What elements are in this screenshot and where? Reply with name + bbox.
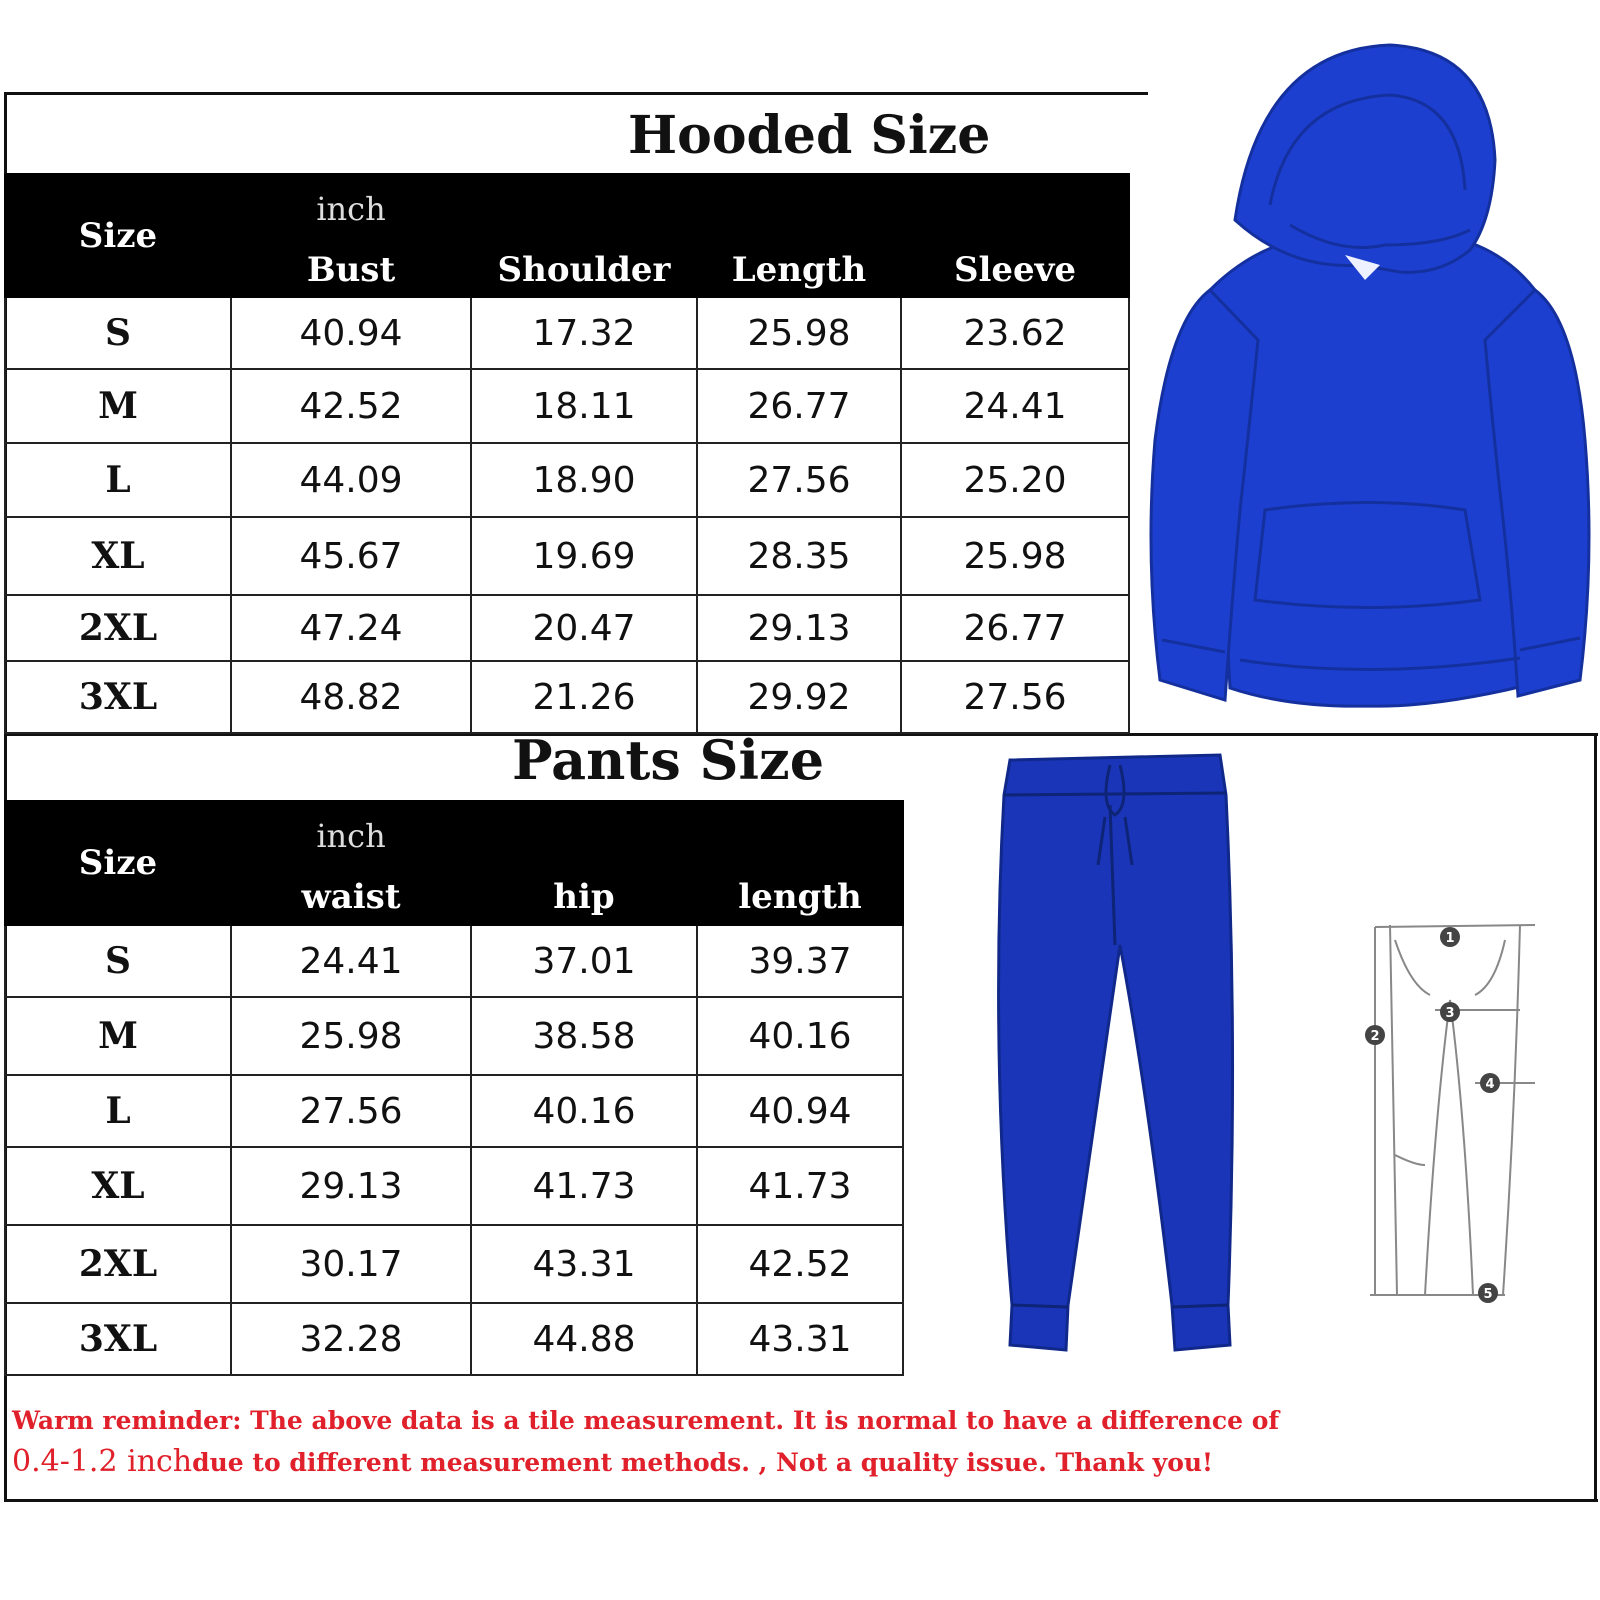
value-cell: 29.13 xyxy=(231,1147,471,1225)
pants-size-title: Pants Size xyxy=(512,728,825,792)
hooded-column-length: Length xyxy=(697,174,901,297)
value-cell: 32.28 xyxy=(231,1303,471,1375)
hooded-column-shoulder: Shoulder xyxy=(471,174,697,297)
value-cell: 19.69 xyxy=(471,517,697,595)
pants-column-hip: hip xyxy=(471,801,697,925)
marker-2-label: 2 xyxy=(1370,1029,1380,1044)
value-cell: 26.77 xyxy=(697,369,901,443)
warm-reminder-rest: due to different measurement methods. , Not a quality issue. Thank you! xyxy=(192,1448,1214,1477)
value-cell: 45.67 xyxy=(231,517,471,595)
pants-size-table xyxy=(4,800,904,1376)
size-cell: 3XL xyxy=(5,661,231,733)
pants-illustration xyxy=(980,745,1250,1365)
value-cell: 40.94 xyxy=(231,297,471,369)
pants-column-length: length xyxy=(697,801,903,925)
size-cell: XL xyxy=(5,1147,231,1225)
value-cell: 38.58 xyxy=(471,997,697,1075)
size-cell: XL xyxy=(5,517,231,595)
value-cell: 41.73 xyxy=(697,1147,903,1225)
table-row xyxy=(5,595,1129,661)
pants-size-header: Size xyxy=(5,801,231,925)
value-cell: 40.16 xyxy=(697,997,903,1075)
value-cell: 29.92 xyxy=(697,661,901,733)
table-row xyxy=(5,297,1129,369)
table-row xyxy=(5,1075,903,1147)
value-cell: 24.41 xyxy=(231,925,471,997)
value-cell: 30.17 xyxy=(231,1225,471,1303)
value-cell: 44.09 xyxy=(231,443,471,517)
size-cell: S xyxy=(5,297,231,369)
value-cell: 25.98 xyxy=(231,997,471,1075)
value-cell: 42.52 xyxy=(697,1225,903,1303)
value-cell: 27.56 xyxy=(901,661,1129,733)
table-row xyxy=(5,1147,903,1225)
value-cell: 41.73 xyxy=(471,1147,697,1225)
hooded-size-header: Size xyxy=(5,174,231,297)
marker-1-label: 1 xyxy=(1445,931,1455,946)
size-cell: M xyxy=(5,369,231,443)
value-cell: 42.52 xyxy=(231,369,471,443)
hooded-column-bust: Bust inch xyxy=(231,174,471,297)
unit-label: inch xyxy=(316,817,386,855)
value-cell: 40.94 xyxy=(697,1075,903,1147)
size-cell: 2XL xyxy=(5,1225,231,1303)
table-row xyxy=(5,443,1129,517)
value-cell: 25.98 xyxy=(697,297,901,369)
value-cell: 47.24 xyxy=(231,595,471,661)
table-row xyxy=(5,925,903,997)
size-cell: S xyxy=(5,925,231,997)
value-cell: 20.47 xyxy=(471,595,697,661)
value-cell: 25.98 xyxy=(901,517,1129,595)
marker-5-label: 5 xyxy=(1483,1287,1493,1302)
value-cell: 48.82 xyxy=(231,661,471,733)
value-cell: 25.20 xyxy=(901,443,1129,517)
table-row xyxy=(5,661,1129,733)
value-cell: 27.56 xyxy=(697,443,901,517)
value-cell: 26.77 xyxy=(901,595,1129,661)
pants-measurement-diagram xyxy=(1355,915,1555,1315)
top-frame-line xyxy=(4,92,1148,95)
table-row xyxy=(5,517,1129,595)
pants-column-waist: waist inch xyxy=(231,801,471,925)
unit-label: inch xyxy=(316,189,386,228)
size-cell: 2XL xyxy=(5,595,231,661)
value-cell: 44.88 xyxy=(471,1303,697,1375)
value-cell: 43.31 xyxy=(697,1303,903,1375)
bottom-frame-line xyxy=(4,1499,1598,1502)
hooded-size-table xyxy=(4,173,1130,734)
value-cell: 17.32 xyxy=(471,297,697,369)
warm-reminder-line-2 xyxy=(12,1444,1213,1479)
value-cell: 29.13 xyxy=(697,595,901,661)
warm-reminder-line-1: Warm reminder: The above data is a tile measurement. It is normal to have a difference of xyxy=(12,1406,1280,1435)
value-cell: 23.62 xyxy=(901,297,1129,369)
value-cell: 40.16 xyxy=(471,1075,697,1147)
table-row xyxy=(5,1303,903,1375)
marker-3-label: 3 xyxy=(1445,1006,1455,1021)
size-cell: 3XL xyxy=(5,1303,231,1375)
value-cell: 27.56 xyxy=(231,1075,471,1147)
value-cell: 37.01 xyxy=(471,925,697,997)
hooded-column-sleeve: Sleeve xyxy=(901,174,1129,297)
table-row xyxy=(5,369,1129,443)
hoodie-illustration xyxy=(1140,40,1600,720)
value-cell: 21.26 xyxy=(471,661,697,733)
tolerance-range: 0.4-1.2 inch xyxy=(12,1444,193,1479)
value-cell: 43.31 xyxy=(471,1225,697,1303)
right-frame-line xyxy=(1594,733,1597,1502)
value-cell: 18.90 xyxy=(471,443,697,517)
value-cell: 28.35 xyxy=(697,517,901,595)
table-row xyxy=(5,997,903,1075)
size-cell: L xyxy=(5,443,231,517)
table-row xyxy=(5,1225,903,1303)
hooded-size-title: Hooded Size xyxy=(628,105,991,166)
value-cell: 24.41 xyxy=(901,369,1129,443)
value-cell: 18.11 xyxy=(471,369,697,443)
size-cell: L xyxy=(5,1075,231,1147)
marker-4-label: 4 xyxy=(1485,1077,1495,1092)
size-cell: M xyxy=(5,997,231,1075)
value-cell: 39.37 xyxy=(697,925,903,997)
